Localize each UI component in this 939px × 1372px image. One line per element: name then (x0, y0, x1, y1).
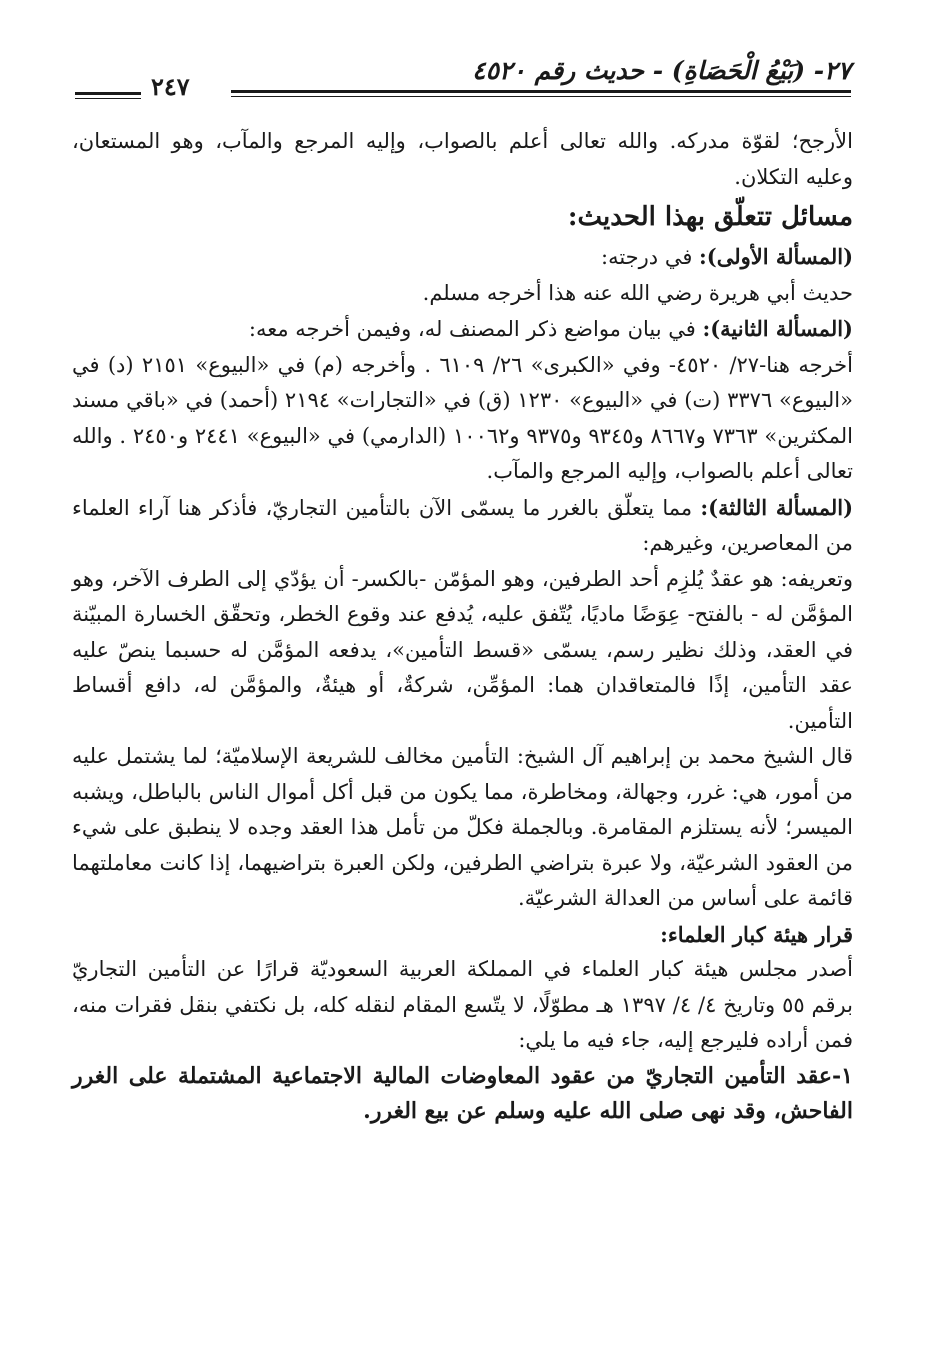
council-heading: قرار هيئة كبار العلماء: (660, 921, 853, 947)
question-2-topic: في بيان مواضع ذكر المصنف له، وفيمن أخرجه معه: (248, 317, 703, 341)
running-title: ٢٧- (بَيْعُ الْحَصَاةِ) - حديث رقم ٤٥٢٠ (472, 56, 851, 85)
council-point-1: ١-عقد التأمين التجاريّ من عقود المعاوضات المالية الاجتماعية المشتملة على الغرر الفاحش، وقد نهى صلى الله عليه وسلم عن بيع الغرر. (72, 1062, 853, 1124)
sheikh-quote-paragraph: قال الشيخ محمد بن إبراهيم آل الشيخ: التأمين مخالف للشريعة الإسلاميّة؛ لما يشتمل عليه من أمور، هي: غرر، وجهالة، ومخاطرة، مما يكون من قبل أكل أموال الناس بالباطل، ويشبه الميسر؛ لأنه يستلزم المقامرة. وبالجملة فكلّ من تأمل هذا العقد وجده لا ينطبق على شيء من العقود الشرعيّة، ولا عبرة بتراضي الطرفين، ولكن العبرة بتراضيهما، إذا كانت معاملتهما قائمة على أساس من العدالة الشرعيّة. (72, 744, 853, 910)
question-1-label: (المسألة الأولى): (699, 244, 853, 269)
paragraph-conclusion: الأرجح؛ لقوّة مدركه. والله تعالى أعلم بالصواب، وإليه المرجع والمآب، وهو المستعان، وعليه التكلان. (72, 129, 853, 189)
question-2-body: أخرجه هنا-٢٧/ ٤٥٢٠- وفي «الكبرى» ٢٦/ ٦١٠٩ . وأخرجه (م) في «البيوع» ٢١٥١ (د) في «البيوع» ٣٣٧٦ (ت) في «البيوع» ١٢٣٠ (ق) في «التجارات» ٢١٩٤ (أحمد) في «باقي مسند المكثرين» ٧٣٦٣ و٨٦٦٧ و٩٣٤٥ و٩٣٧٥ و١٠٠٦٢ (الدارمي) في «البيوع» ٢٤٤١ و٢٤٥٠ . والله تعالى أعلم بالصواب، وإليه المرجع والمآب. (72, 352, 853, 483)
question-3-topic: مما يتعلّق بالغرر ما يسمّى الآن بالتأمين التجاريّ، فأذكر هنا آراء العلماء من المعاصرين، وغيرهم: (72, 495, 853, 555)
section-heading: مسائل تتعلّق بهذا الحديث: (567, 202, 853, 232)
page-body (72, 124, 853, 1130)
question-3-label: (المسألة الثالثة): (700, 494, 854, 520)
question-1 (72, 239, 853, 276)
question-2 (72, 311, 853, 348)
definition-paragraph: وتعريفه: هو عقدٌ يُلزِم أحد الطرفين، وهو المؤمّن -بالكسر- أن يؤدّي إلى الطرف الآخر، وهو المؤمَّن له - بالفتح- عِوَضًا ماديًا، يُتّفق عليه، يُدفع عند وقوع الخطر، وتحقّق الخسارة المبيّنة في العقد، وذلك نظير رسم، يسمّى «قسط التأمين»، يدفعه المؤمَّن له حسبما ينصّ عليه عقد التأمين، إذًا فالمتعاقدان هما: المؤمِّن، شركةٌ، أو هيئةٌ، والمؤمَّن له، دافع أقساط التأمين. (72, 566, 853, 733)
page-number: ٢٤٧ (151, 72, 190, 101)
question-1-body: حديث أبي هريرة رضي الله عنه هذا أخرجه مسلم. (422, 280, 853, 305)
question-3 (72, 490, 853, 562)
header-rule-long (231, 90, 851, 97)
header-rule-short (75, 92, 141, 99)
council-paragraph: أصدر مجلس هيئة كبار العلماء في المملكة العربية السعوديّة قرارًا عن التأمين التجاريّ برقم ٥٥ وتاريخ ٤/ ٤/ ١٣٩٧ هـ مطوّلًا، لا يتّسع المقام لنقله كله، بل نكتفي بنقل فقرات منه، فمن أراده فليرجع إليه، جاء فيه ما يلي: (72, 957, 853, 1052)
question-2-label: (المسألة الثانية): (702, 316, 853, 341)
question-1-topic: في درجته: (601, 245, 700, 269)
page-header (75, 56, 851, 106)
